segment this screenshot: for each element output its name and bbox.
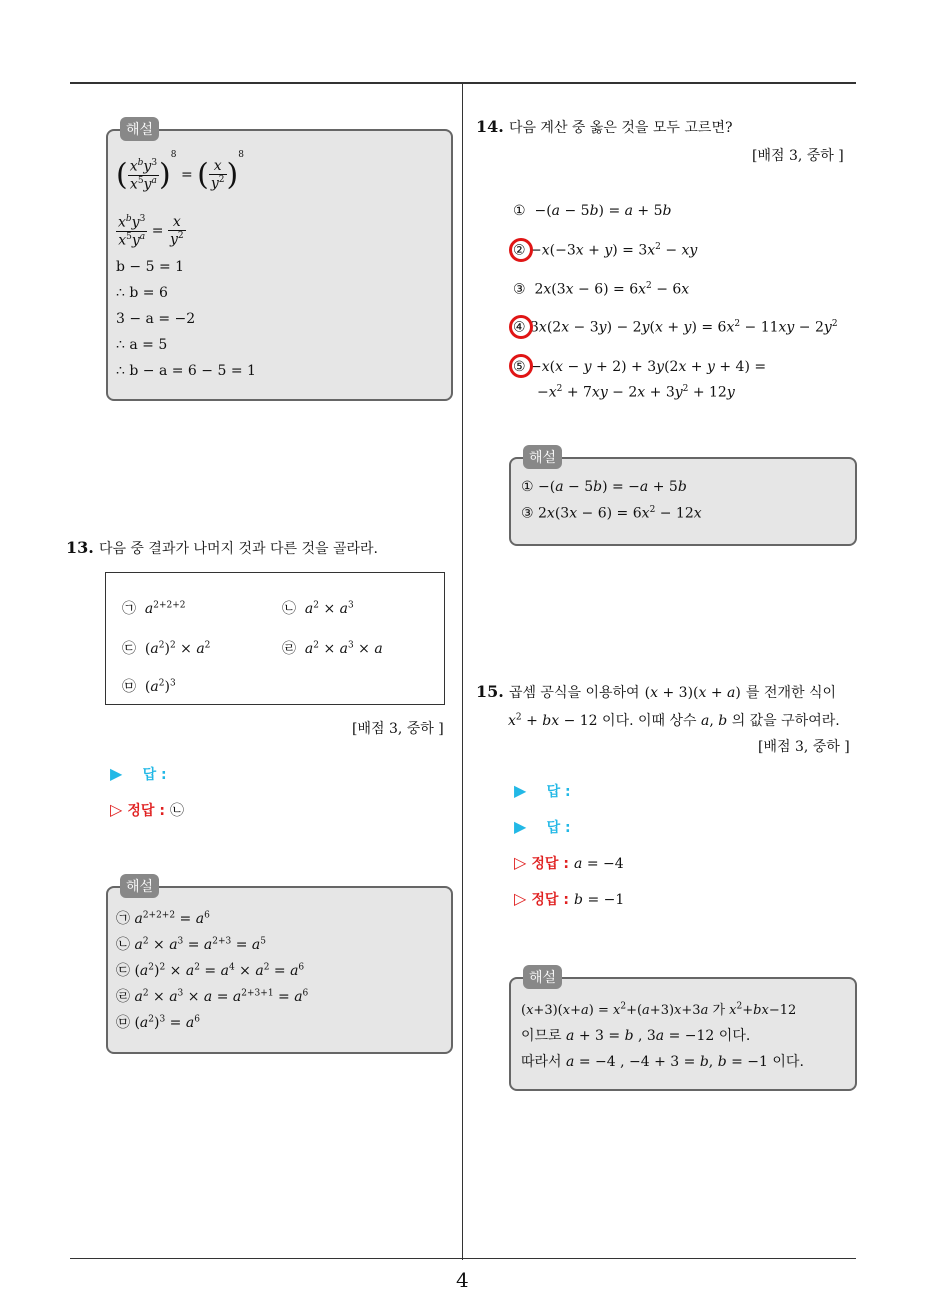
q12-sol-line2: ∴ b = 6 xyxy=(116,285,168,301)
page-number: 4 xyxy=(456,1268,469,1292)
q15-answer-row-2[interactable]: ▶ 답 : xyxy=(514,817,571,836)
outline-triangle-icon: ▷ xyxy=(110,800,123,819)
q14-option-1: ① −(a − 5b) = a + 5b xyxy=(513,203,672,219)
q14-number: 14. xyxy=(476,117,504,136)
play-icon: ▶ xyxy=(514,817,527,836)
q13-score: [배점 3, 중하 ] xyxy=(352,721,444,737)
q13-option-1: ㉠ $a^{2+2+2}$ xyxy=(122,600,186,617)
q15-text-line2: $x^2$ + bx − 12 이다. 이때 상수 a, b 의 값을 구하여라. xyxy=(508,712,840,729)
q13-number: 13. xyxy=(66,538,94,557)
q15-sol-line2: 이므로 a + 3 = b , 3a = −12 이다. xyxy=(521,1028,751,1044)
q12-sol-line3: 3 − a = −2 xyxy=(116,311,196,327)
q15-solution-tag: 해설 xyxy=(523,965,562,989)
q15-key-row-1: ▷ 정답 : a = −4 xyxy=(514,853,624,872)
column-divider xyxy=(462,84,463,1260)
q14-option-4: ④ $3x(2x - 3y) - 2y(x + y) = 6x^2 - 11xy - 2y^2$ xyxy=(513,319,838,336)
q14-solution-box xyxy=(509,457,857,546)
play-icon: ▶ xyxy=(110,764,123,783)
q12-sol-eq2: $\frac{x^by^3}{x^5y^a}$ = $\frac{x}{y^2}$ xyxy=(118,214,184,249)
q14-option-3: ③ $2x(3x - 6) = 6x^2 - 6x$ xyxy=(513,281,690,298)
q13-option-2: ㉡ $a^2 \times a^3$ xyxy=(282,600,354,617)
q14-sol-line2: ③ $2x(3x - 6) = 6x^2 - 12x$ xyxy=(521,505,702,522)
q12-sol-line5: ∴ b − a = 6 − 5 = 1 xyxy=(116,363,256,379)
q14-text: 다음 계산 중 옳은 것을 모두 고르면? xyxy=(508,120,733,136)
answer-circle-4 xyxy=(509,315,533,339)
q13-solution-tag: 해설 xyxy=(120,874,159,898)
q12-sol-line1: b − 5 = 1 xyxy=(116,259,185,275)
q13-option-3: ㉢ $(a^2)^2 \times a^2$ xyxy=(122,640,211,657)
q12-solution-tag: 해설 xyxy=(120,117,159,141)
q13-key-row xyxy=(110,800,184,820)
q13-sol-line1: ㉠ $a^{2+2+2} = a^6$ xyxy=(116,910,210,927)
q15-header: 15. 곱셈 공식을 이용하여 (x + 3)(x + a) 를 전개한 식이 xyxy=(476,682,837,701)
q14-sol-line1: ① −(a − 5b) = −a + 5b xyxy=(521,479,687,495)
q13-key-label: 정답 : xyxy=(127,803,165,819)
top-rule xyxy=(70,82,856,84)
answer-circle-5 xyxy=(509,354,533,378)
q13-sol-line3: ㉢ $(a^2)^2 \times a^2 = a^4 \times a^2 = a^6$ xyxy=(116,962,305,979)
q14-solution-tag: 해설 xyxy=(523,445,562,469)
q15-number: 15. xyxy=(476,682,504,701)
q15-score: [배점 3, 중하 ] xyxy=(758,739,850,755)
q13-key-value: ㉡ xyxy=(170,803,185,819)
q13-option-5: ㉤ $(a^2)^3$ xyxy=(122,678,176,695)
answer-circle-2 xyxy=(509,238,533,262)
q13-sol-line2: ㉡ $a^2 \times a^3 = a^{2+3} = a^5$ xyxy=(116,936,267,953)
q13-answer-label: 답 : xyxy=(142,767,167,783)
q14-option-2: ② $-x(-3x + y) = 3x^2$ − xy xyxy=(513,242,698,259)
q14-score: [배점 3, 중하 ] xyxy=(752,148,844,164)
q13-sol-line4: ㉣ $a^2 \times a^3 \times a = a^{2+3+1} = a^6$ xyxy=(116,988,309,1005)
q15-key-row-2: ▷ 정답 : b = −1 xyxy=(514,889,625,908)
bottom-rule xyxy=(70,1258,856,1259)
q13-header xyxy=(66,538,378,558)
q14-option-5: ⑤ −x(x − y + 2) + 3y(2x + y + 4) = xyxy=(513,359,767,375)
q15-answer-row-1[interactable]: ▶ 답 : xyxy=(514,781,571,800)
q13-text: 다음 중 결과가 나머지 것과 다른 것을 골라라. xyxy=(98,541,378,557)
q13-sol-line5: ㉤ $(a^2)^3 = a^6$ xyxy=(116,1014,200,1031)
play-icon: ▶ xyxy=(514,781,527,800)
q14-option-5-cont: $-x^2 + 7xy - 2x + 3y^2 + 12y$ xyxy=(537,384,735,401)
q12-sol-line4: ∴ a = 5 xyxy=(116,337,168,353)
q15-sol-line3: 따라서 a = −4 , −4 + 3 = b, b = −1 이다. xyxy=(521,1054,804,1070)
outline-triangle-icon: ▷ xyxy=(514,853,527,872)
q13-option-4: ㉣ $a^2 \times a^3 \times a$ xyxy=(282,640,383,657)
q14-header xyxy=(476,117,732,137)
q13-answer-row[interactable] xyxy=(110,764,167,784)
outline-triangle-icon: ▷ xyxy=(514,889,527,908)
q12-sol-eq1: ( $\frac{x^by^3}{x^5y^a}$ )$^8$ = ( $\frac{x}{y^2}$ )$^8$ xyxy=(116,150,244,193)
q15-sol-line1: $(x+3)(x+a) = x^2+(a+3)x+3a$ 가 $x^2+bx-12$ xyxy=(521,1001,797,1018)
